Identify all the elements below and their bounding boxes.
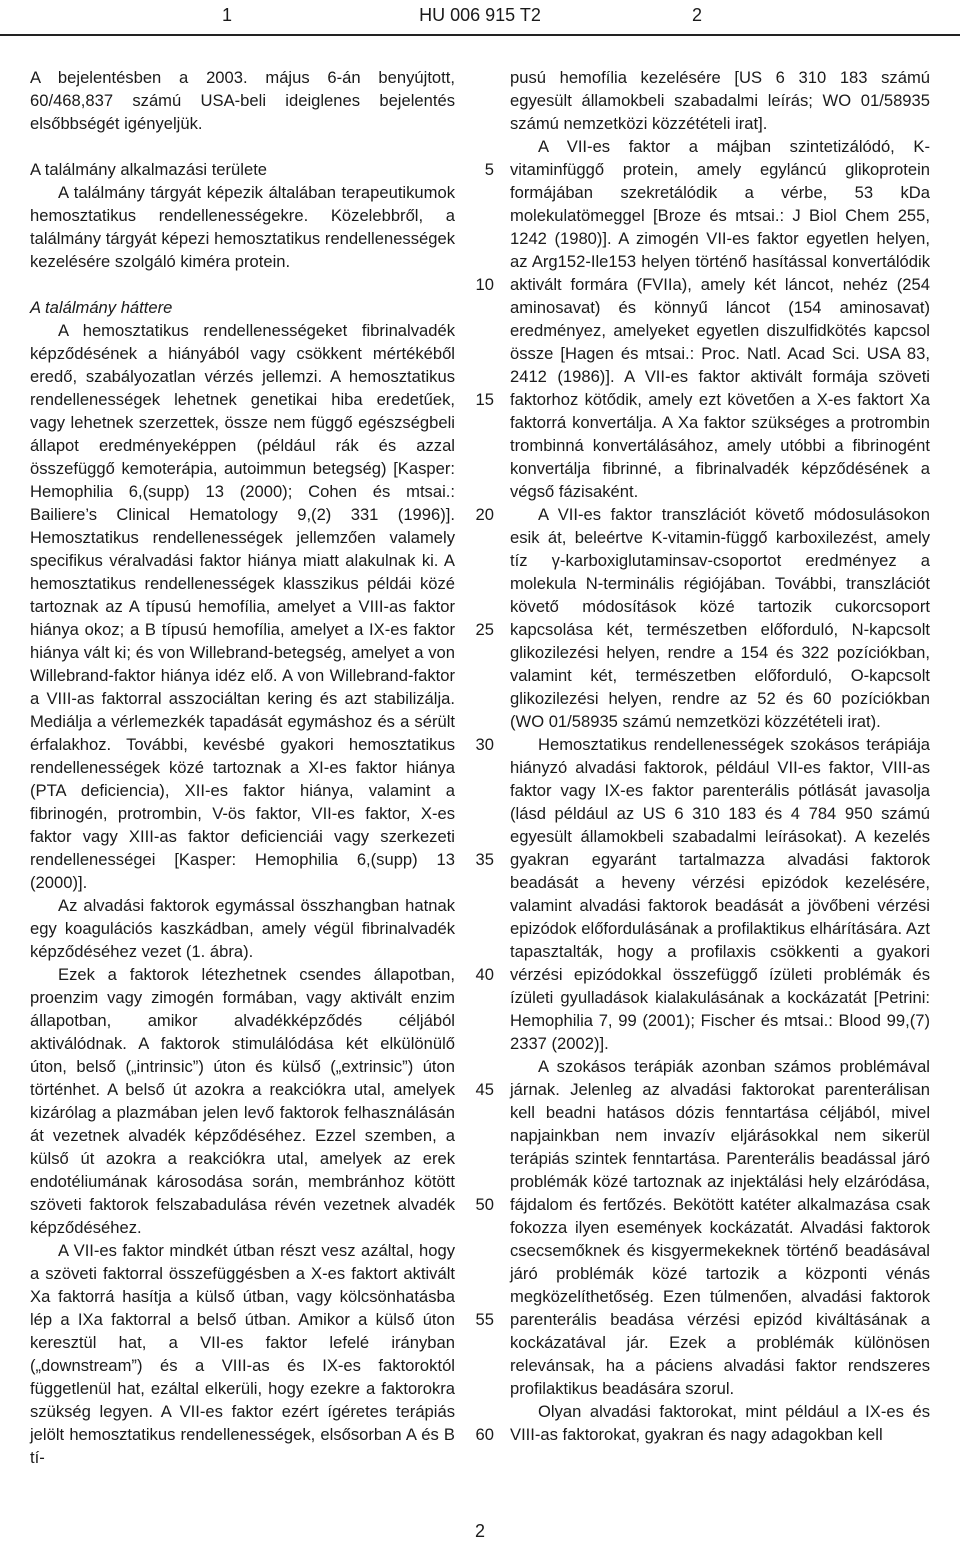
header-page-right: 2 <box>692 5 703 25</box>
left-column <box>30 66 455 1469</box>
background-heading: A találmány háttere <box>30 298 173 317</box>
right-column <box>510 66 930 1446</box>
line-number: 60 <box>475 1425 494 1444</box>
line-number: 35 <box>475 850 494 869</box>
right-paragraph-4: Hemosztatikus rendellenességek szokásos terápiája hiányzó alvadási faktorok, például VII-es faktor, VIII-as faktor vagy IX-es faktor parenterális pótlását javasolja (lásd például az US 6 310 183 és 4 784 950 számú egyesült államokbeli szabadalmi leírásokat). A kezelés gyakran egyaránt tartalmazza alvadási faktorok beadását a heveny vérzési epizódok kezelésére, valamint alvadási faktorok beadását a jövőbeni vérzési epizódok előfordulásának a profilaktikus elhárítására. Azt tapasztalták, hogy a profilaxis csökkenti a gyakori vérzési epizódokkal összefüggő ízületi problémák és ízületi gyulladások kialakulásának a kockázatát [Petrini: Hemophilia 7, 99 (2001); Fischer és mtsai.: Blood 99,(7) 2337 (2002)]. <box>510 735 930 1053</box>
background-paragraph-3: Ezek a faktorok létezhetnek csendes állapotban, proenzim vagy zimogén formában, vagy aktivált enzim állapotban, amikor alvadékképződés céljából aktiválódnak. A faktorok stimulálódása két elkülönülő úton, belső („intrinsic”) úton és külső („extrinsic”) úton történhet. A belső út azokra a reakciókra utal, amelyek kizárólag a plazmában jelen levő faktorok felhasználásán át vezetnek alvadék képződéséhez. Ezzel szemben, a külső út azokra a reakciókra utal, amelyek az erek endotéliumának károsodása során, membránhoz kötött szöveti faktorok felszabadulása révén vezetnek alvadék képződéséhez. <box>30 965 455 1237</box>
line-number: 15 <box>475 390 494 409</box>
background-paragraph-1: A hemosztatikus rendellenességeket fibrinalvadék képződésének a hiányából vagy csökkent mértékéből eredő, szabályozatlan vérzés jellemzi. A hemosztatikus rendellenességek lehetnek genetikai hiba eredetűek, vagy lehetnek szerzettek, össze nem függő egészségbeli állapot eredményeképpen (például rák és azzal összefüggő kemoterápia, autoimmun betegség) [Kasper: Hemophilia 6,(supp) 13 (2000); Cohen és mtsai.: Bailiere’s Clinical Hematology 9,(2) 331 (1996)]. Hemosztatikus rendellenességek jellemzően valamely specifikus véralvadási faktor hiánya miatt alakulnak ki. A hemosztatikus rendellenességek klasszikus példái közé tartoznak az A típusú hemofília, amelyet a VIII-as faktor hiánya okoz; a B típusú hemofília, amelyet a IX-es faktor hiánya vált ki; és von Willebrand-betegség, amelyet a von Willebrand-faktor hiánya idéz elő. A von Willebrand-faktor a VIII-as faktorral asszociáltan kering és azt stabilizálja. Mediálja a vérlemezkék tapadását egymáshoz és a sérült érfalakhoz. További, kevésbé gyakori hemosztatikus rendellenességek közé tartoznak a XI-es faktor hiánya (PTA deficiencia), XII-es faktor hiánya, valamint a fibrinogén, protrombin, V-ös faktor, VII-es faktor, X-es faktor vagy XIII-as faktor deficienciái vagy szerkezeti rendellenességei [Kasper: Hemophilia 6,(supp) 13 (2000)]. <box>30 321 455 892</box>
line-number: 40 <box>475 965 494 984</box>
right-paragraph-2: A VII-es faktor a májban szintetizálódó, K-vitaminfüggő protein, amely egyláncú glikoprotein formájában szekretálódik a vérbe, 53 kDa molekulatömeggel [Broze és mtsai.: J Biol Chem 255, 1242 (1980)]. A zimogén VII-es faktor egyetlen helyen, az Arg152-Ile153 helyen történő hasítással konvertálódik aktivált formára (FVIIa), amely két láncot, nehéz (254 aminosavat) és könnyű láncot (154 aminosavat) eredményez, amelyeket egyetlen diszulfidkötés kapcsol össze [Hagen és mtsai.: Proc. Natl. Acad Sci. USA 83, 2412 (1986)]. A VII-es faktor aktivált formája szöveti faktorhoz kötődik, amely ezt követően a X-es faktort Xa faktorrá konvertálja. A Xa faktor szükséges a protrombin trombinná konvertálásához, amely utóbbi a fibrinogént konvertálja fibrinné, a fibrinalvadék képződésének a végső fázisaként. <box>510 137 930 501</box>
right-paragraph-3: A VII-es faktor transzlációt követő módosulásokon esik át, beleértve K-vitamin-függő karboxilezést, amely tíz γ-karboxiglutaminsav-csoportot eredményez a molekula N-terminális régiójában. További, transzlációt követő módosítások közé tartozik cukorcsoport kapcsolása két, természetben előforduló, N-kapcsolt glikozilezési helyen, rendre a 154 és 322 pozíciókban, valamint két, természetben előforduló, O-kapcsolt glikozilezési helyen, rendre az 52 és 60 pozíciókban (WO 01/58935 számú nemzetközi közzétételi irat). <box>510 505 930 731</box>
line-number: 50 <box>475 1195 494 1214</box>
field-heading: A találmány alkalmazási területe <box>30 160 268 179</box>
line-number: 20 <box>475 505 494 524</box>
field-paragraph: A találmány tárgyát képezik általában terapeutikumok hemosztatikus rendellenességekre. Közelebbről, a találmány tárgyát képezi hemosztatikus rendellenességek kezelésére szolgáló kiméra protein. <box>30 183 455 271</box>
line-number: 10 <box>475 275 494 294</box>
line-number: 30 <box>475 735 494 754</box>
page-footer-number: 2 <box>474 1521 485 1541</box>
header-doc-number: HU 006 915 T2 <box>419 5 541 25</box>
line-number: 25 <box>475 620 494 639</box>
priority-claim-paragraph: A bejelentésben a 2003. május 6-án benyújtott, 60/468,837 számú USA-beli ideiglenes bejelentés elsőbbségét igényeljük. <box>30 68 455 133</box>
header-rule <box>0 34 960 36</box>
line-number: 45 <box>475 1080 494 1099</box>
header-page-left: 1 <box>222 5 233 25</box>
line-number: 55 <box>475 1310 494 1329</box>
line-number: 5 <box>484 160 494 179</box>
right-paragraph-6: Olyan alvadási faktorokat, mint például a IX-es és VIII-as faktorokat, gyakran és nagy adagokban kell <box>510 1402 930 1444</box>
right-paragraph-5: A szokásos terápiák azonban számos problémával járnak. Jelenleg az alvadási faktorokat parenterálisan kell beadni hatásos dózis fenntartása céljából, mivel napjainkban nem invazív eljárásokkal nem sikerül terápiás szintek fenntartása. Parenterális beadással járó problémák közé tartoznak az injektálási hely elzáródása, fájdalom és fertőzés. Bekötött katéter alkalmazása csak fokozza ilyen események kockázatát. Alvadási faktorok csecsemőknek és kisgyermekeknek történő beadásával járó problémák közé tartozik a központi vénás megközelíthetőség. Ezen túlmenően, alvadási faktorok parenterális beadása vérzési epizód kiváltásának a kockázatával jár. Ezek a problémák különösen relevánsak, ha a páciens alvadási faktor rendszeres profilaktikus beadására szorul. <box>510 1057 930 1398</box>
right-paragraph-1: pusú hemofília kezelésére [US 6 310 183 számú egyesült államokbeli szabadalmi leírás; WO 01/58935 számú nemzetközi közzétételi irat]. <box>510 68 930 133</box>
background-paragraph-4: A VII-es faktor mindkét útban részt vesz azáltal, hogy a szöveti faktorral összefüggésben a X-es faktort aktivált Xa faktorrá hasítja a külső útban, vagy kölcsönhatásba lép a IXa faktorral a belső útban. Amikor a külső úton keresztül hat, a VII-es faktor lefelé irányban („downstream”) és a VIII-as és IX-es faktoroktól függetlenül hat, ezáltal elkerüli, hogy ezekre a faktorokra szükség legyen. A VII-es faktor ezért ígéretes terápiás jelölt hemosztatikus rendellenességek, elsősorban A és B tí- <box>30 1241 455 1467</box>
background-paragraph-2: Az alvadási faktorok egymással összhangban hatnak egy koagulációs kaszkádban, amely végül fibrinalvadék képződéséhez vezet (1. ábra). <box>30 896 455 961</box>
